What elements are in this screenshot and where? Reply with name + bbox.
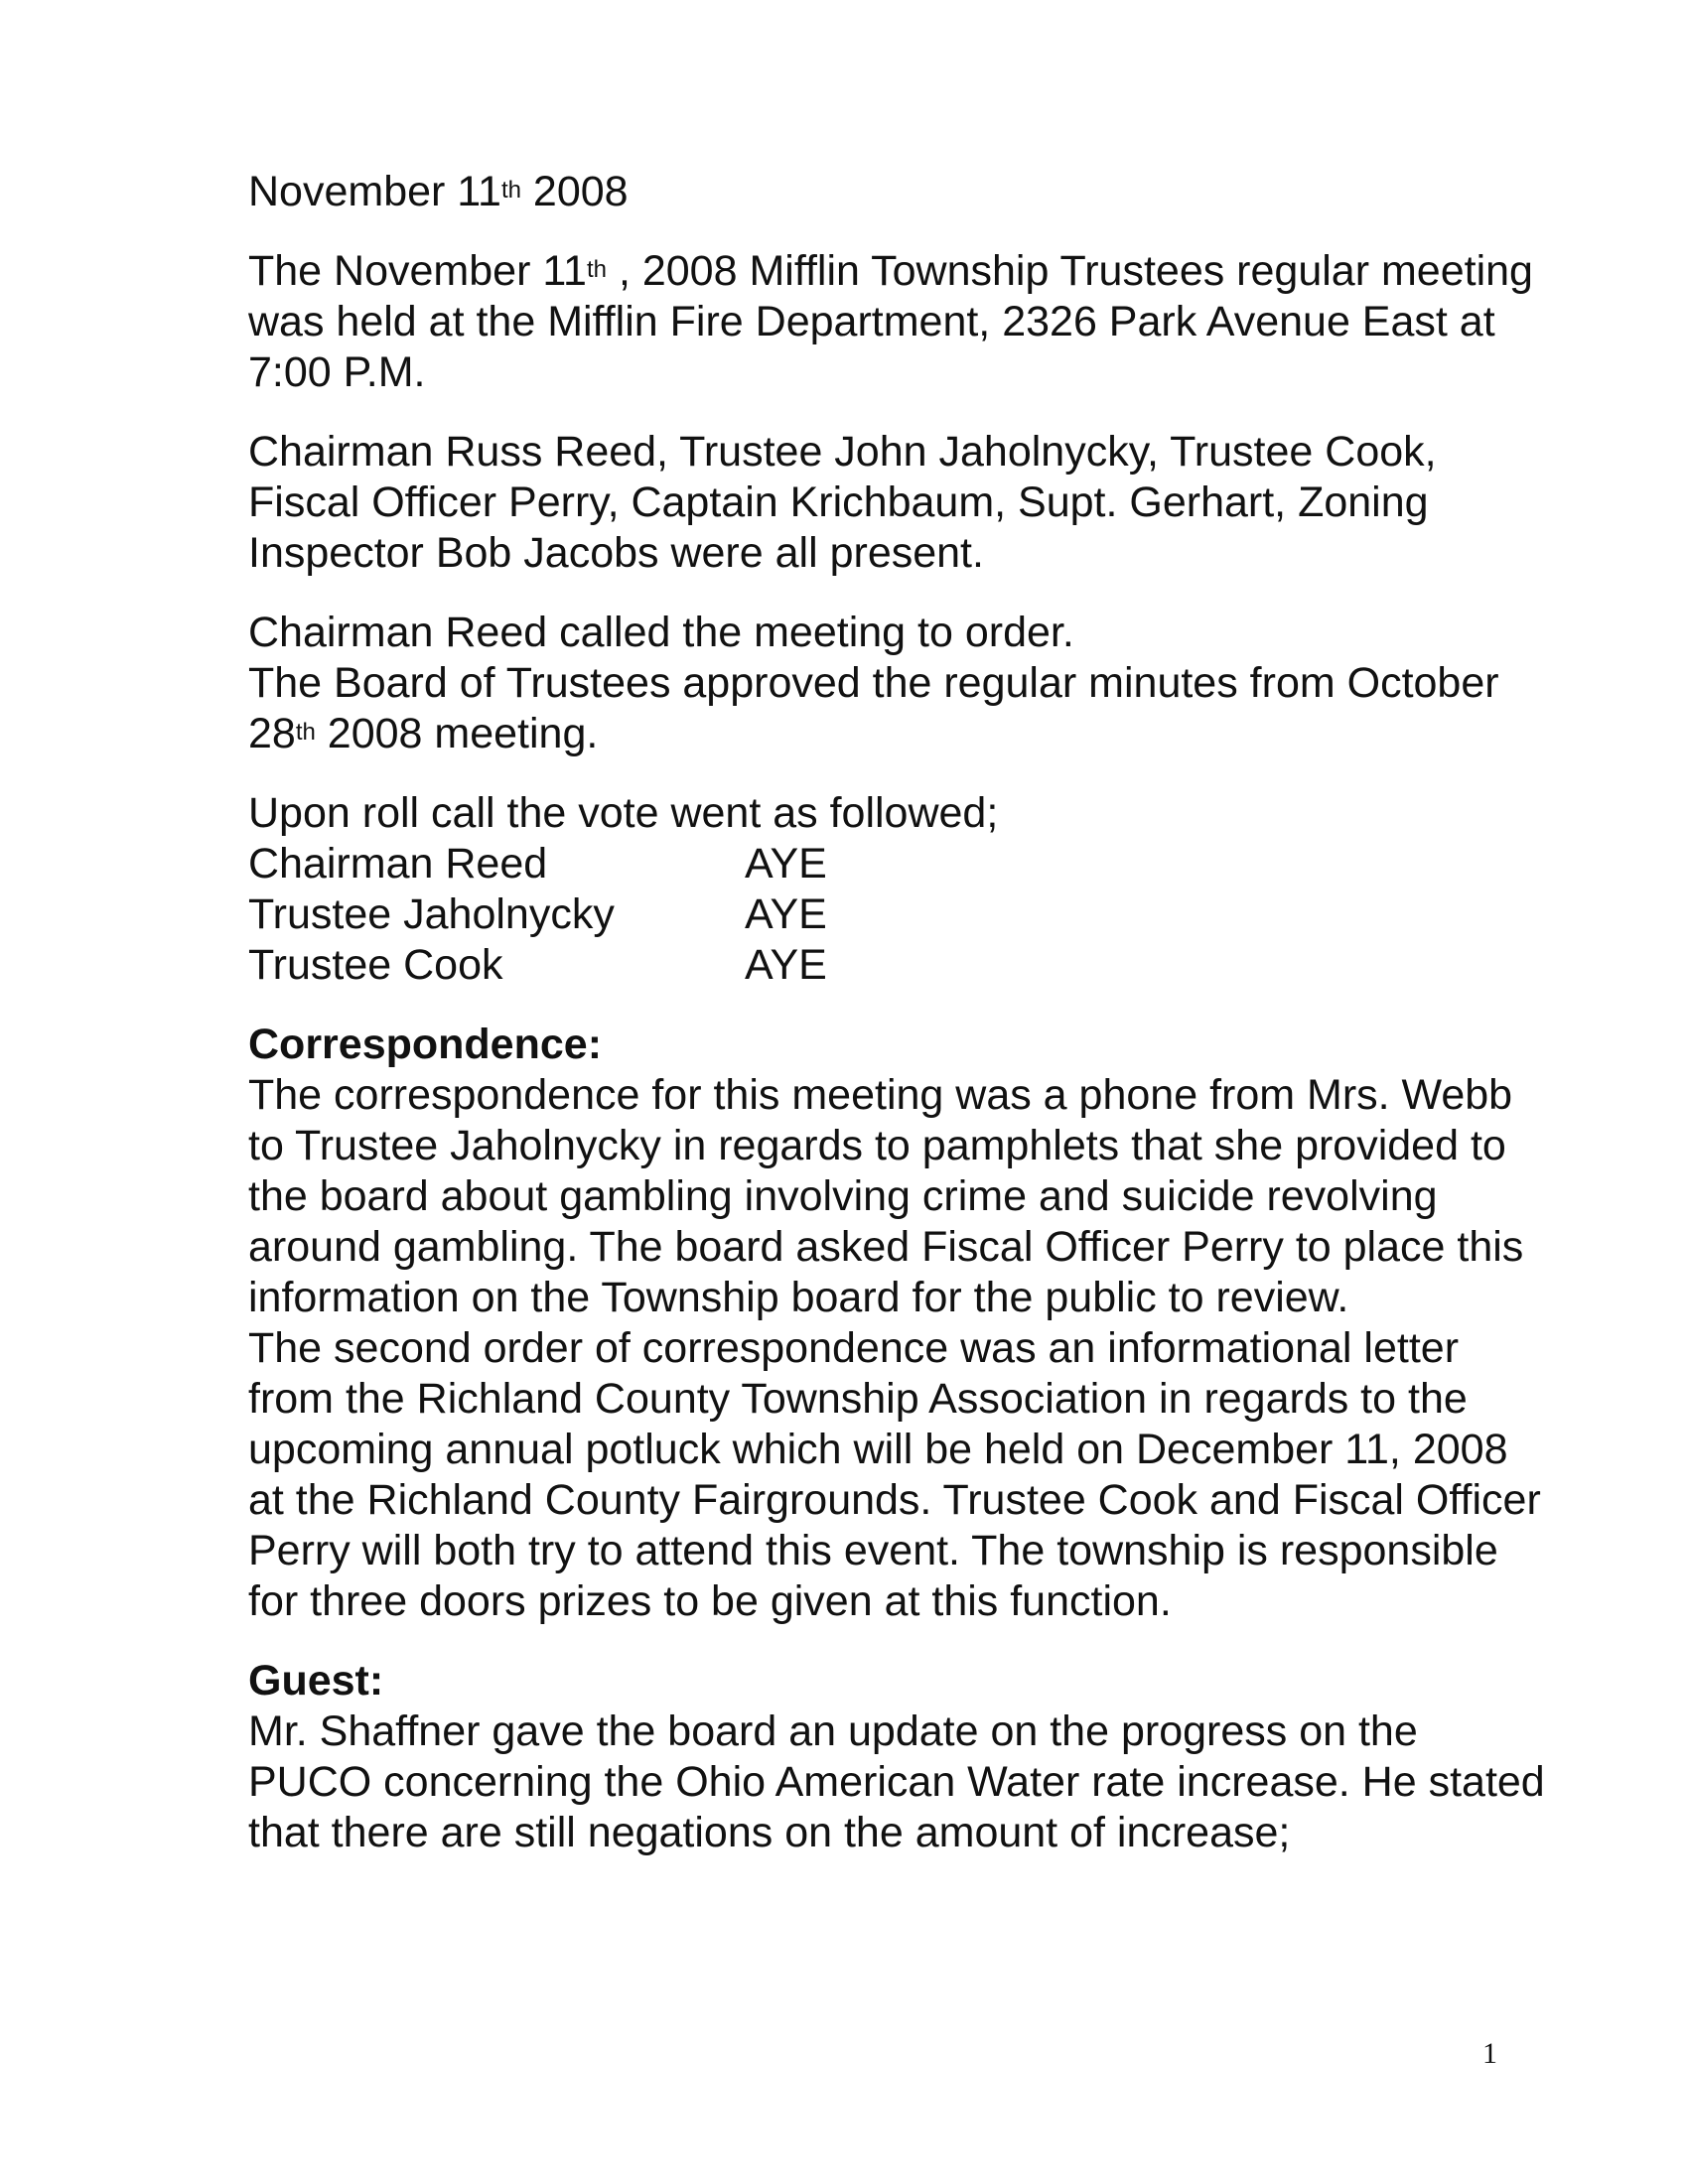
voter-name: Chairman Reed [248,840,548,887]
voter-name: Trustee Jaholnycky [248,890,615,938]
intro-paragraph: The November 11th , 2008 Mifflin Township Trustees regular meeting was held at the Mifflin Fire Department, 2326 Park Avenue East at 7:00 P.M. [248,247,1533,396]
correspondence-paragraph: The correspondence for this meeting was a phone from Mrs. Webb to Trustee Jaholnycky in regards to pamphlets that she provided to the board about gambling involving crime and suicide revolving around gambling. The board asked Fiscal Officer Perry to place this information on the Township board for the public to review. [248,1071,1524,1321]
intro-ordinal-suffix: th [586,256,607,283]
vote-value: AYE [745,941,827,989]
correspondence-paragraph: The second order of correspondence was an informational letter from the Richland County Township Association in regards to the upcoming annual potluck which will be held on December 11, 2008 at the Richland County Fairgrounds. Trustee Cook and Fiscal Officer Perry will both try to attend this event. The township is responsible for three doors prizes to be given at this function. [248,1324,1541,1625]
voter-name: Trustee Cook [248,941,503,989]
minutes-ordinal-suffix: th [295,719,316,746]
correspondence-heading: Correspondence: [248,1021,603,1068]
vote-value: AYE [745,890,827,938]
roll-call-votes [248,839,1549,991]
vote-row [248,889,1549,940]
meeting-date: November 11th 2008 [248,168,629,215]
vote-row [248,839,1549,889]
roll-call-intro: Upon roll call the vote went as followed; [248,789,999,837]
date-ordinal-suffix: th [500,177,521,204]
call-to-order: Chairman Reed called the meeting to order. [248,609,1074,656]
attendance-paragraph: Chairman Russ Reed, Trustee John Jaholnycky, Trustee Cook, Fiscal Officer Perry, Captain Krichbaum, Supt. Gerhart, Zoning Inspector Bob Jacobs were all present. [248,428,1437,577]
guest-heading: Guest: [248,1657,384,1705]
vote-row [248,940,1549,991]
guest-paragraph: Mr. Shaffner gave the board an update on the progress on the PUCO concerning the Ohio American Water rate increase. He stated that there are still negations on the amount of increase; [248,1707,1545,1856]
page-number: 1 [1482,2037,1497,2070]
vote-value: AYE [745,840,827,887]
minutes-body [248,167,1549,1858]
minutes-approval: The Board of Trustees approved the regular minutes from October 28th 2008 meeting. [248,659,1499,757]
